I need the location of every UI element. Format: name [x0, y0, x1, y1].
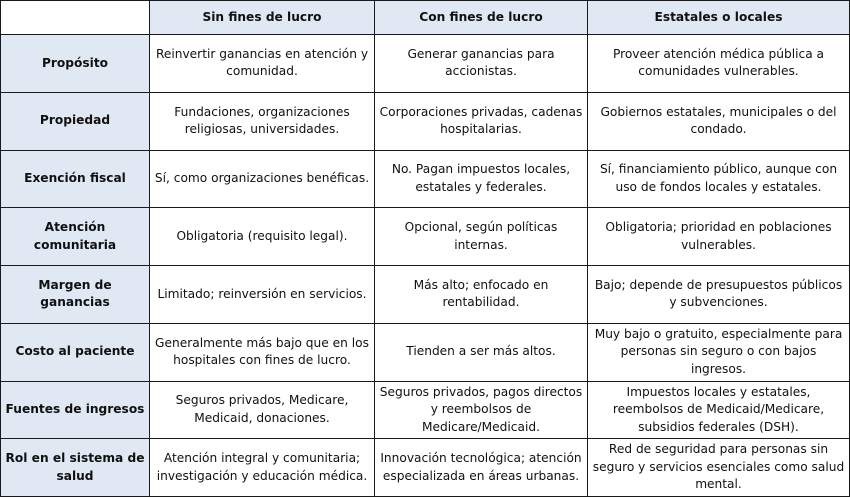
table-row — [1, 381, 850, 439]
row-header: Margen de ganancias — [1, 266, 150, 324]
table-cell-nonprofit: Obligatoria (requisito legal). — [150, 208, 375, 266]
table-cell-forprofit: Tienden a ser más altos. — [375, 323, 588, 381]
row-header: Rol en el sistema de salud — [1, 439, 150, 497]
table-cell-public: Obligatoria; prioridad en poblaciones vulnerables. — [588, 208, 850, 266]
corner-cell — [1, 1, 150, 35]
column-header-forprofit: Con fines de lucro — [375, 1, 588, 35]
table-cell-forprofit: Generar ganancias para accionistas. — [375, 35, 588, 93]
table-cell-nonprofit: Fundaciones, organizaciones religiosas, universidades. — [150, 92, 375, 150]
table-cell-nonprofit: Reinvertir ganancias en atención y comunidad. — [150, 35, 375, 93]
table-row — [1, 439, 850, 497]
table-row — [1, 35, 850, 93]
table-cell-forprofit: Innovación tecnológica; atención especializada en áreas urbanas. — [375, 439, 588, 497]
table-cell-public: Impuestos locales y estatales, reembolsos de Medicaid/Medicare, subsidios federales (DSH). — [588, 381, 850, 439]
table-row — [1, 208, 850, 266]
table-cell-forprofit: No. Pagan impuestos locales, estatales y federales. — [375, 150, 588, 208]
row-header: Atención comunitaria — [1, 208, 150, 266]
table-row — [1, 266, 850, 324]
table-cell-nonprofit: Limitado; reinversión en servicios. — [150, 266, 375, 324]
column-header-public: Estatales o locales — [588, 1, 850, 35]
row-header: Fuentes de ingresos — [1, 381, 150, 439]
table-cell-nonprofit: Sí, como organizaciones benéficas. — [150, 150, 375, 208]
table-cell-public: Gobiernos estatales, municipales o del condado. — [588, 92, 850, 150]
table-cell-nonprofit: Seguros privados, Medicare, Medicaid, donaciones. — [150, 381, 375, 439]
table-body — [1, 35, 850, 497]
table-cell-public: Muy bajo o gratuito, especialmente para personas sin seguro o con bajos ingresos. — [588, 323, 850, 381]
table-cell-public: Proveer atención médica pública a comunidades vulnerables. — [588, 35, 850, 93]
row-header: Propósito — [1, 35, 150, 93]
table-cell-forprofit: Opcional, según políticas internas. — [375, 208, 588, 266]
table-cell-forprofit: Corporaciones privadas, cadenas hospitalarias. — [375, 92, 588, 150]
table-row — [1, 150, 850, 208]
row-header: Exención fiscal — [1, 150, 150, 208]
row-header: Propiedad — [1, 92, 150, 150]
table-cell-forprofit: Más alto; enfocado en rentabilidad. — [375, 266, 588, 324]
table-row — [1, 92, 850, 150]
table-cell-forprofit: Seguros privados, pagos directos y reembolsos de Medicare/Medicaid. — [375, 381, 588, 439]
header-row — [1, 1, 850, 35]
table-cell-nonprofit: Atención integral y comunitaria; investigación y educación médica. — [150, 439, 375, 497]
table-row — [1, 323, 850, 381]
table-cell-public: Sí, financiamiento público, aunque con uso de fondos locales y estatales. — [588, 150, 850, 208]
table-cell-public: Bajo; depende de presupuestos públicos y subvenciones. — [588, 266, 850, 324]
column-header-nonprofit: Sin fines de lucro — [150, 1, 375, 35]
table-cell-public: Red de seguridad para personas sin seguro y servicios esenciales como salud mental. — [588, 439, 850, 497]
table-cell-nonprofit: Generalmente más bajo que en los hospitales con fines de lucro. — [150, 323, 375, 381]
row-header: Costo al paciente — [1, 323, 150, 381]
